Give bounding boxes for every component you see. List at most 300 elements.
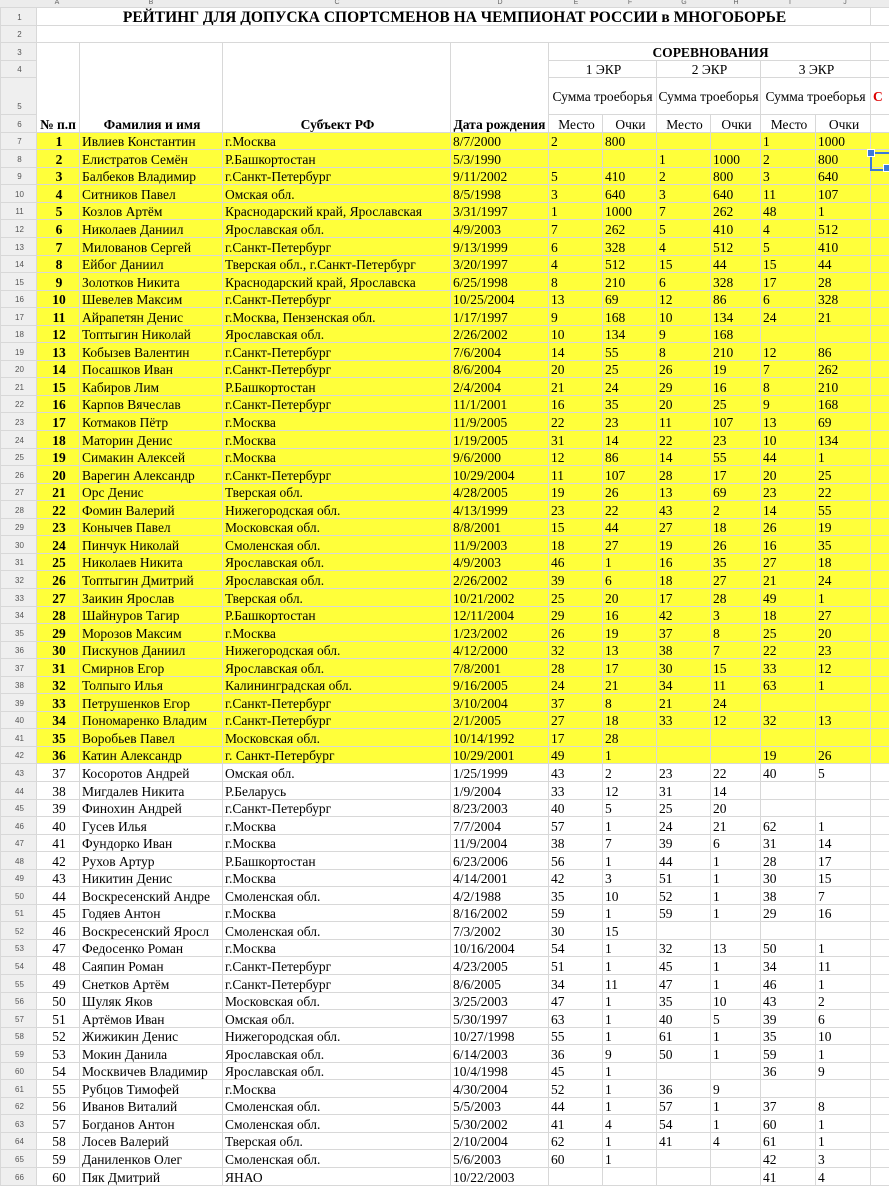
- cell-region[interactable]: Нижегородская обл.: [223, 1027, 451, 1045]
- cell-birth-date[interactable]: 6/23/2006: [451, 852, 549, 870]
- data-grid[interactable]: [0, 7, 889, 1186]
- cell[interactable]: [871, 448, 889, 466]
- cell[interactable]: [871, 8, 889, 26]
- cell-points[interactable]: 1: [603, 904, 657, 922]
- cell[interactable]: [871, 1132, 889, 1150]
- cell-place[interactable]: 25: [549, 588, 603, 606]
- cell[interactable]: [871, 887, 889, 905]
- cell-points[interactable]: 168: [816, 395, 871, 413]
- cell[interactable]: [871, 308, 889, 326]
- cell-number[interactable]: 34: [37, 711, 80, 729]
- cell-points[interactable]: 8: [603, 694, 657, 712]
- cell-number[interactable]: 56: [37, 1097, 80, 1115]
- table-row[interactable]: [1, 1027, 889, 1045]
- cell-points[interactable]: 9: [711, 1080, 761, 1098]
- cell-points[interactable]: 20: [603, 588, 657, 606]
- cell-points[interactable]: 512: [603, 255, 657, 273]
- cell-place[interactable]: [761, 729, 816, 747]
- cell-birth-date[interactable]: 2/1/2005: [451, 711, 549, 729]
- cell[interactable]: [871, 501, 889, 519]
- cell[interactable]: [871, 781, 889, 799]
- cell-points[interactable]: 1: [603, 1010, 657, 1028]
- cell-place[interactable]: 8: [761, 378, 816, 396]
- cell-place[interactable]: 33: [549, 781, 603, 799]
- row-header[interactable]: 3: [1, 43, 37, 61]
- row-header[interactable]: 33: [1, 588, 37, 606]
- cell-birth-date[interactable]: 1/9/2004: [451, 781, 549, 799]
- cell-region[interactable]: г.Санкт-Петербург: [223, 343, 451, 361]
- cell-points[interactable]: 640: [816, 167, 871, 185]
- cell-birth-date[interactable]: 5/30/2002: [451, 1115, 549, 1133]
- cell-name[interactable]: Снетков Артём: [80, 974, 223, 992]
- cell-name[interactable]: Пинчук Николай: [80, 536, 223, 554]
- cell-place[interactable]: [761, 325, 816, 343]
- cell-region[interactable]: Краснодарский край, Ярославска: [223, 273, 451, 291]
- cell-region[interactable]: г.Москва: [223, 939, 451, 957]
- cell-points[interactable]: 2: [711, 501, 761, 519]
- cell-place[interactable]: 28: [657, 466, 711, 484]
- cell-name[interactable]: Золотков Никита: [80, 273, 223, 291]
- cell-points[interactable]: 168: [711, 325, 761, 343]
- cell-place[interactable]: 6: [549, 238, 603, 256]
- cell-place[interactable]: 45: [549, 1062, 603, 1080]
- cell-name[interactable]: Богданов Антон: [80, 1115, 223, 1133]
- cell-region[interactable]: г.Москва: [223, 431, 451, 449]
- cell-place[interactable]: [761, 799, 816, 817]
- cell-name[interactable]: Морозов Максим: [80, 624, 223, 642]
- column-header-e[interactable]: E: [573, 0, 579, 6]
- cell-region[interactable]: Ярославская обл.: [223, 659, 451, 677]
- cell-region[interactable]: г.Санкт-Петербург: [223, 711, 451, 729]
- cell-number[interactable]: 57: [37, 1115, 80, 1133]
- cell-place[interactable]: 6: [657, 273, 711, 291]
- cell-birth-date[interactable]: 5/3/1990: [451, 150, 549, 168]
- cell-points[interactable]: 24: [816, 571, 871, 589]
- cell-place[interactable]: 62: [761, 817, 816, 835]
- cell-place[interactable]: 45: [657, 957, 711, 975]
- cell-name[interactable]: Петрушенков Егор: [80, 694, 223, 712]
- row-header[interactable]: 64: [1, 1132, 37, 1150]
- cell-place[interactable]: 49: [549, 746, 603, 764]
- cell-region[interactable]: г.Москва: [223, 817, 451, 835]
- column-header-g[interactable]: G: [681, 0, 687, 6]
- cell-name[interactable]: Заикин Ярослав: [80, 588, 223, 606]
- cell-place[interactable]: 57: [657, 1097, 711, 1115]
- cell[interactable]: [871, 659, 889, 677]
- cell-birth-date[interactable]: 4/2/1988: [451, 887, 549, 905]
- table-row[interactable]: [1, 185, 889, 203]
- cell-points[interactable]: 23: [816, 641, 871, 659]
- cell-region[interactable]: Краснодарский край, Ярославская: [223, 202, 451, 220]
- cell-birth-date[interactable]: 5/6/2003: [451, 1150, 549, 1168]
- cell-place[interactable]: 49: [761, 588, 816, 606]
- table-row[interactable]: [1, 746, 889, 764]
- cell-number[interactable]: 6: [37, 220, 80, 238]
- cell-name[interactable]: Посашков Иван: [80, 360, 223, 378]
- cell-name[interactable]: Артёмов Иван: [80, 1010, 223, 1028]
- cell-points[interactable]: [711, 746, 761, 764]
- cell-region[interactable]: г.Санкт-Петербург: [223, 290, 451, 308]
- cell-region[interactable]: Калининградская обл.: [223, 676, 451, 694]
- cell-points[interactable]: 4: [816, 1168, 871, 1186]
- table-row[interactable]: [1, 448, 889, 466]
- cell-place[interactable]: 26: [657, 360, 711, 378]
- cell-points[interactable]: 18: [816, 553, 871, 571]
- cell-place[interactable]: 3: [761, 167, 816, 185]
- cell[interactable]: [871, 957, 889, 975]
- cell-name[interactable]: Варегин Александр: [80, 466, 223, 484]
- row-header[interactable]: 22: [1, 395, 37, 413]
- row-header[interactable]: 8: [1, 150, 37, 168]
- cell-points[interactable]: 55: [711, 448, 761, 466]
- cell-points[interactable]: 800: [603, 132, 657, 150]
- cell-place[interactable]: 35: [549, 887, 603, 905]
- cell[interactable]: [871, 799, 889, 817]
- cell-place[interactable]: 28: [549, 659, 603, 677]
- header-place[interactable]: Место: [549, 115, 603, 133]
- table-row[interactable]: [1, 939, 889, 957]
- cell-points[interactable]: 1000: [603, 202, 657, 220]
- table-row[interactable]: [1, 536, 889, 554]
- cell-points[interactable]: 28: [711, 588, 761, 606]
- cell-place[interactable]: 23: [657, 764, 711, 782]
- cell-points[interactable]: 21: [711, 817, 761, 835]
- row-header[interactable]: 54: [1, 957, 37, 975]
- cell-name[interactable]: Маторин Денис: [80, 431, 223, 449]
- cell-region[interactable]: Ярославская обл.: [223, 325, 451, 343]
- cell-place[interactable]: 19: [549, 483, 603, 501]
- row-header[interactable]: 47: [1, 834, 37, 852]
- cell-name[interactable]: Шуляк Яков: [80, 992, 223, 1010]
- table-row[interactable]: [1, 869, 889, 887]
- cell-points[interactable]: [816, 781, 871, 799]
- cell-points[interactable]: 262: [603, 220, 657, 238]
- cell[interactable]: [871, 922, 889, 940]
- cell-name[interactable]: Фундорко Иван: [80, 834, 223, 852]
- table-row[interactable]: [1, 887, 889, 905]
- cell-place[interactable]: 39: [657, 834, 711, 852]
- column-header-b[interactable]: B: [148, 0, 154, 6]
- row-header[interactable]: 17: [1, 308, 37, 326]
- cell-points[interactable]: 134: [603, 325, 657, 343]
- row-header[interactable]: 46: [1, 817, 37, 835]
- cell-points[interactable]: 17: [603, 659, 657, 677]
- cell-points[interactable]: 328: [711, 273, 761, 291]
- cell-points[interactable]: 16: [816, 904, 871, 922]
- row-header[interactable]: 15: [1, 273, 37, 291]
- cell-place[interactable]: 17: [657, 588, 711, 606]
- cell-name[interactable]: Балбеков Владимир: [80, 167, 223, 185]
- cell-name[interactable]: Топтыгин Николай: [80, 325, 223, 343]
- cell-place[interactable]: 30: [761, 869, 816, 887]
- cell-birth-date[interactable]: 5/5/2003: [451, 1097, 549, 1115]
- cell-place[interactable]: 33: [761, 659, 816, 677]
- cell-place[interactable]: 8: [657, 343, 711, 361]
- cell-birth-date[interactable]: 7/8/2001: [451, 659, 549, 677]
- cell-points[interactable]: [816, 694, 871, 712]
- cell-place[interactable]: 17: [761, 273, 816, 291]
- column-header-i[interactable]: I: [789, 0, 791, 6]
- cell-birth-date[interactable]: 7/7/2004: [451, 817, 549, 835]
- cell[interactable]: [871, 1010, 889, 1028]
- cell-birth-date[interactable]: 10/29/2001: [451, 746, 549, 764]
- cell-points[interactable]: [816, 325, 871, 343]
- cell-place[interactable]: 60: [761, 1115, 816, 1133]
- cell-place[interactable]: 24: [549, 676, 603, 694]
- cell[interactable]: [871, 1115, 889, 1133]
- cell-place[interactable]: 42: [761, 1150, 816, 1168]
- cell-place[interactable]: 10: [549, 325, 603, 343]
- cell-region[interactable]: Омская обл.: [223, 185, 451, 203]
- cell-points[interactable]: 1: [711, 887, 761, 905]
- cell-points[interactable]: 11: [816, 957, 871, 975]
- cell-birth-date[interactable]: 10/27/1998: [451, 1027, 549, 1045]
- cell[interactable]: [871, 588, 889, 606]
- cell-points[interactable]: 1: [603, 1150, 657, 1168]
- cell[interactable]: [871, 676, 889, 694]
- cell-place[interactable]: [549, 1168, 603, 1186]
- cell-points[interactable]: [711, 729, 761, 747]
- cell-place[interactable]: 7: [761, 360, 816, 378]
- cell-points[interactable]: 410: [603, 167, 657, 185]
- cell-birth-date[interactable]: 3/31/1997: [451, 202, 549, 220]
- cell-place[interactable]: 13: [761, 413, 816, 431]
- cell-place[interactable]: 32: [657, 939, 711, 957]
- cell[interactable]: [871, 395, 889, 413]
- column-header-c[interactable]: C: [334, 0, 340, 6]
- cell-region[interactable]: г.Санкт-Петербург: [223, 799, 451, 817]
- header-competitions[interactable]: СОРЕВНОВАНИЯ: [549, 43, 871, 61]
- cell-points[interactable]: 1: [603, 992, 657, 1010]
- cell-region[interactable]: Р.Башкортостан: [223, 606, 451, 624]
- cell-name[interactable]: Фомин Валерий: [80, 501, 223, 519]
- cell-name[interactable]: Шайнуров Тагир: [80, 606, 223, 624]
- cell-points[interactable]: 1: [816, 939, 871, 957]
- cell-points[interactable]: 5: [711, 1010, 761, 1028]
- cell[interactable]: [871, 43, 889, 61]
- cell[interactable]: [871, 1027, 889, 1045]
- cell-birth-date[interactable]: 4/13/1999: [451, 501, 549, 519]
- cell-place[interactable]: 59: [657, 904, 711, 922]
- cell-place[interactable]: 50: [761, 939, 816, 957]
- row-header[interactable]: 50: [1, 887, 37, 905]
- cell-birth-date[interactable]: 1/19/2005: [451, 431, 549, 449]
- cell-birth-date[interactable]: 1/25/1999: [451, 764, 549, 782]
- cell-place[interactable]: 39: [549, 571, 603, 589]
- cell-place[interactable]: 37: [657, 624, 711, 642]
- cell-place[interactable]: 30: [657, 659, 711, 677]
- cell-number[interactable]: 27: [37, 588, 80, 606]
- cell-points[interactable]: 6: [816, 1010, 871, 1028]
- cell-place[interactable]: [761, 922, 816, 940]
- cell-birth-date[interactable]: 8/7/2000: [451, 132, 549, 150]
- cell-points[interactable]: 35: [711, 553, 761, 571]
- cell-place[interactable]: 43: [657, 501, 711, 519]
- cell-region[interactable]: г.Москва: [223, 904, 451, 922]
- cell-points[interactable]: 23: [711, 431, 761, 449]
- cell-place[interactable]: 40: [549, 799, 603, 817]
- table-row[interactable]: [1, 1168, 889, 1186]
- row-header[interactable]: 49: [1, 869, 37, 887]
- cell-place[interactable]: 43: [761, 992, 816, 1010]
- cell-number[interactable]: 10: [37, 290, 80, 308]
- cell[interactable]: [871, 1168, 889, 1186]
- cell-points[interactable]: 1: [816, 1132, 871, 1150]
- cell-points[interactable]: 2: [816, 992, 871, 1010]
- cell-place[interactable]: 46: [761, 974, 816, 992]
- cell-region[interactable]: Нижегородская обл.: [223, 641, 451, 659]
- table-row[interactable]: [1, 378, 889, 396]
- cell-place[interactable]: 13: [657, 483, 711, 501]
- row-header[interactable]: 20: [1, 360, 37, 378]
- cell-name[interactable]: Саяпин Роман: [80, 957, 223, 975]
- cell-region[interactable]: г.Москва: [223, 132, 451, 150]
- cell-name[interactable]: Николаев Даниил: [80, 220, 223, 238]
- header-event-1[interactable]: Сумма троеборья: [549, 78, 657, 115]
- cell-points[interactable]: 22: [603, 501, 657, 519]
- cell-place[interactable]: 51: [549, 957, 603, 975]
- cell[interactable]: [871, 1045, 889, 1063]
- cell-points[interactable]: 15: [711, 659, 761, 677]
- row-header[interactable]: 66: [1, 1168, 37, 1186]
- cell[interactable]: [871, 764, 889, 782]
- cell-place[interactable]: [657, 729, 711, 747]
- cell-number[interactable]: 18: [37, 431, 80, 449]
- cell-place[interactable]: 10: [657, 308, 711, 326]
- header-event-2[interactable]: Сумма троеборья: [657, 78, 761, 115]
- cell-name[interactable]: Котмаков Пётр: [80, 413, 223, 431]
- cell-points[interactable]: 5: [603, 799, 657, 817]
- cell-points[interactable]: 1: [816, 974, 871, 992]
- row-header[interactable]: 63: [1, 1115, 37, 1133]
- cell-number[interactable]: 20: [37, 466, 80, 484]
- row-header[interactable]: 10: [1, 185, 37, 203]
- cell-number[interactable]: 9: [37, 273, 80, 291]
- cell-points[interactable]: 13: [603, 641, 657, 659]
- cell-birth-date[interactable]: 4/14/2001: [451, 869, 549, 887]
- cell-place[interactable]: 25: [657, 799, 711, 817]
- cell[interactable]: [871, 273, 889, 291]
- table-row[interactable]: [1, 606, 889, 624]
- row-header[interactable]: 30: [1, 536, 37, 554]
- cell-place[interactable]: 2: [549, 132, 603, 150]
- cell-region[interactable]: г.Москва: [223, 834, 451, 852]
- cell-number[interactable]: 58: [37, 1132, 80, 1150]
- cell-points[interactable]: 19: [711, 360, 761, 378]
- cell[interactable]: [871, 413, 889, 431]
- cell-place[interactable]: 61: [657, 1027, 711, 1045]
- cell-place[interactable]: 15: [657, 255, 711, 273]
- cell-birth-date[interactable]: 10/4/1998: [451, 1062, 549, 1080]
- cell-region[interactable]: г.Санкт-Петербург: [223, 360, 451, 378]
- row-header[interactable]: 14: [1, 255, 37, 273]
- column-header-h[interactable]: H: [733, 0, 739, 6]
- cell-place[interactable]: [549, 150, 603, 168]
- cell-region[interactable]: г.Санкт-Петербург: [223, 167, 451, 185]
- cell-points[interactable]: 1: [711, 1027, 761, 1045]
- cell-name[interactable]: Орс Денис: [80, 483, 223, 501]
- cell-place[interactable]: 63: [549, 1010, 603, 1028]
- cell-region[interactable]: Нижегородская обл.: [223, 501, 451, 519]
- cell-name[interactable]: Воскресенский Яросл: [80, 922, 223, 940]
- cell-place[interactable]: 36: [657, 1080, 711, 1098]
- cell-points[interactable]: 1000: [711, 150, 761, 168]
- table-row[interactable]: [1, 729, 889, 747]
- cell-points[interactable]: 3: [711, 606, 761, 624]
- cell-name[interactable]: Кобызев Валентин: [80, 343, 223, 361]
- cell-points[interactable]: 134: [711, 308, 761, 326]
- cell-name[interactable]: Ивлиев Константин: [80, 132, 223, 150]
- cell-place[interactable]: 14: [549, 343, 603, 361]
- cell-points[interactable]: [711, 1150, 761, 1168]
- header-event-3[interactable]: Сумма троеборья: [761, 78, 871, 115]
- cell-number[interactable]: 54: [37, 1062, 80, 1080]
- cell-number[interactable]: 42: [37, 852, 80, 870]
- cell-place[interactable]: 15: [549, 518, 603, 536]
- cell[interactable]: [871, 571, 889, 589]
- cell-birth-date[interactable]: 7/6/2004: [451, 343, 549, 361]
- cell-points[interactable]: 22: [711, 764, 761, 782]
- table-row[interactable]: [1, 1150, 889, 1168]
- cell-number[interactable]: 36: [37, 746, 80, 764]
- cell-place[interactable]: 36: [761, 1062, 816, 1080]
- cell-number[interactable]: 29: [37, 624, 80, 642]
- cell-place[interactable]: 25: [761, 624, 816, 642]
- cell-place[interactable]: 42: [657, 606, 711, 624]
- cell-points[interactable]: [603, 1168, 657, 1186]
- table-row[interactable]: [1, 150, 889, 168]
- cell-birth-date[interactable]: 8/16/2002: [451, 904, 549, 922]
- cell-place[interactable]: 29: [657, 378, 711, 396]
- row-header[interactable]: 1: [1, 8, 37, 26]
- cell-place[interactable]: 56: [549, 852, 603, 870]
- row-header[interactable]: 48: [1, 852, 37, 870]
- cell-points[interactable]: 1: [603, 817, 657, 835]
- cell-points[interactable]: 800: [711, 167, 761, 185]
- cell-points[interactable]: 23: [603, 413, 657, 431]
- cell-place[interactable]: 59: [761, 1045, 816, 1063]
- table-row[interactable]: [1, 290, 889, 308]
- cell-place[interactable]: 5: [657, 220, 711, 238]
- cell-number[interactable]: 41: [37, 834, 80, 852]
- cell-number[interactable]: 44: [37, 887, 80, 905]
- cell-points[interactable]: 44: [711, 255, 761, 273]
- table-row[interactable]: [1, 799, 889, 817]
- row-header[interactable]: 58: [1, 1027, 37, 1045]
- row-header[interactable]: 6: [1, 115, 37, 133]
- cell-points[interactable]: 15: [603, 922, 657, 940]
- row-header[interactable]: 53: [1, 939, 37, 957]
- cell-birth-date[interactable]: 3/25/2003: [451, 992, 549, 1010]
- cell-place[interactable]: 46: [549, 553, 603, 571]
- column-header-a[interactable]: A: [54, 0, 60, 6]
- cell-points[interactable]: 24: [603, 378, 657, 396]
- cell-number[interactable]: 19: [37, 448, 80, 466]
- cell-points[interactable]: 16: [711, 378, 761, 396]
- cell-place[interactable]: 42: [549, 869, 603, 887]
- cell-place[interactable]: 47: [657, 974, 711, 992]
- cell-region[interactable]: Смоленская обл.: [223, 1115, 451, 1133]
- cell-number[interactable]: 11: [37, 308, 80, 326]
- cell-place[interactable]: [761, 694, 816, 712]
- table-row[interactable]: [1, 273, 889, 291]
- row-header[interactable]: 7: [1, 132, 37, 150]
- cell-name[interactable]: Айрапетян Денис: [80, 308, 223, 326]
- row-header[interactable]: 52: [1, 922, 37, 940]
- table-row[interactable]: [1, 711, 889, 729]
- table-row[interactable]: [1, 588, 889, 606]
- cell-place[interactable]: 11: [549, 466, 603, 484]
